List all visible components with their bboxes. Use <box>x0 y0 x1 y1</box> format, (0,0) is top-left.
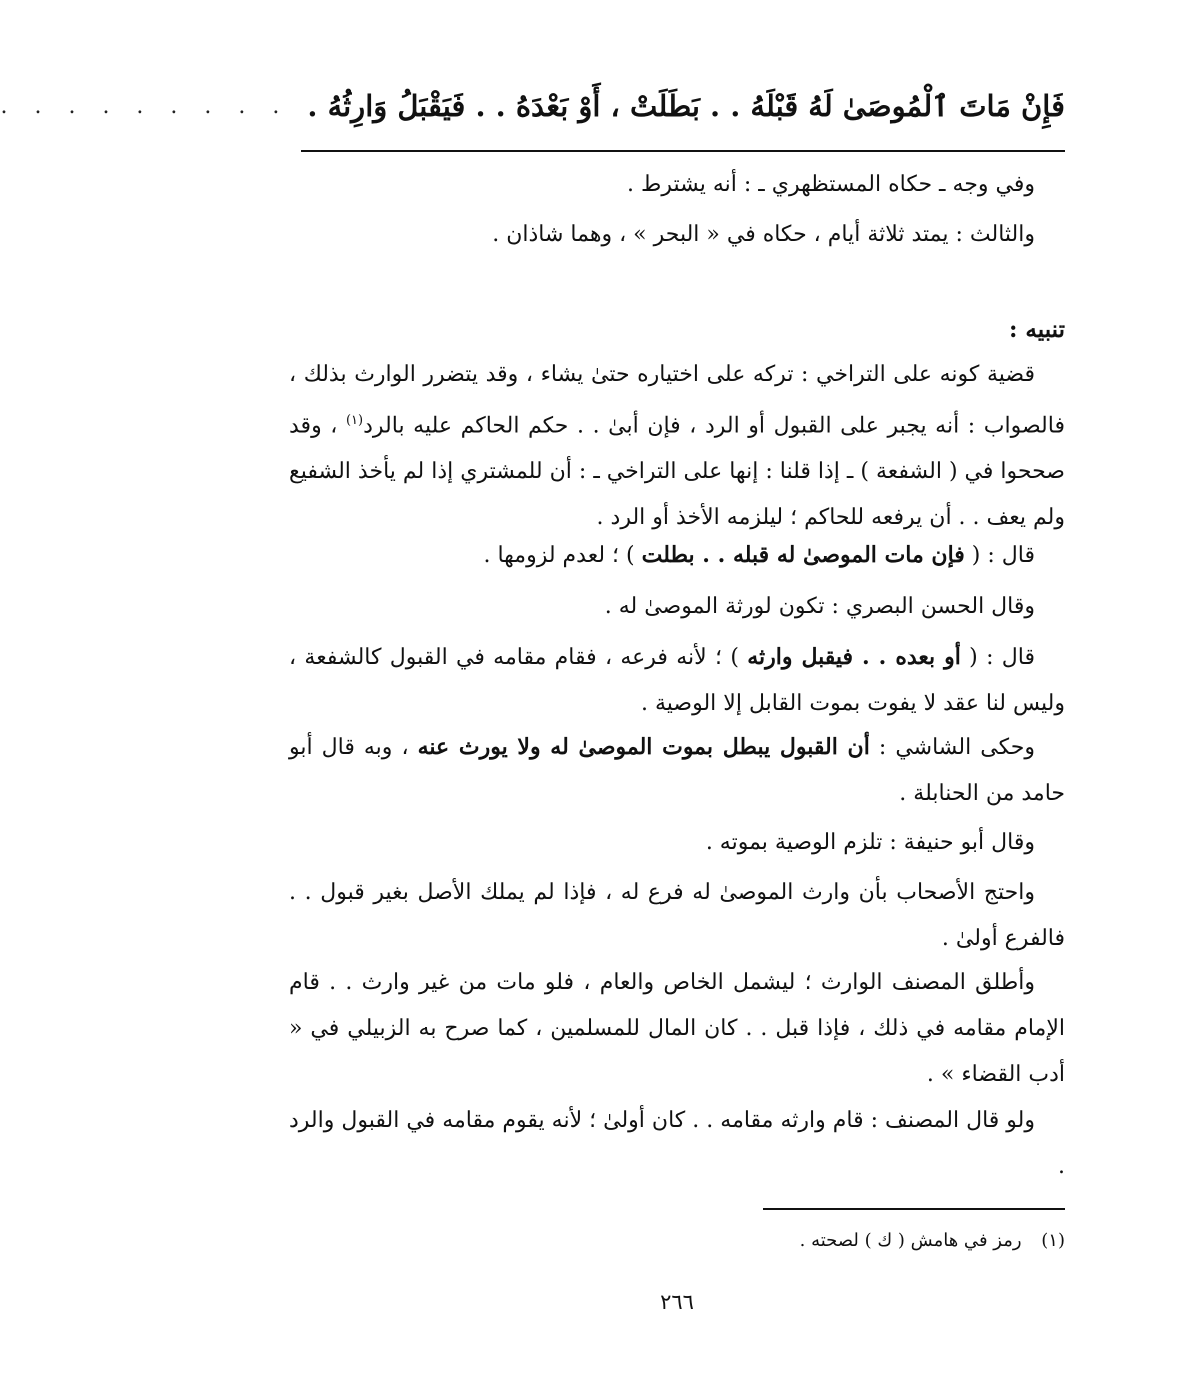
header-matn: فَإِنْ مَاتَ ٱلْمُوصَىٰ لَهُ قَبْلَهُ . . بَطَلَتْ ، أَوْ بَعْدَهُ . . فَيَقْبَلُ وَارِثُهُ . <box>307 89 1065 123</box>
footnote <box>289 1226 1065 1256</box>
paragraph-6: وقال أبو حنيفة : تلزم الوصية بموته . <box>705 830 1035 855</box>
paragraph-1-text: قضية كونه على التراخي : تركه على اختياره حتىٰ يشاء ، وقد يتضرر الوارث بذلك ، فالصواب : أنه يجبر على القبول أو الرد ، فإن أبىٰ . . حكم الحاكم عليه بالرد <box>289 362 1065 439</box>
paragraph-5 <box>289 724 1065 817</box>
paragraph-1-rest: ، وقد صححوا في ( الشفعة ) ـ إذا قلنا : إنها على التراخي ـ : أن للمشتري إذا لم يأخذ الشفيع ولم يعف . . أن يرفعه للحاكم ؛ ليلزمه الأخذ أو الرد . <box>289 413 1065 531</box>
footnote-text: رمز في هامش ( ك ) لصحته . <box>799 1230 1022 1251</box>
page-number: ٢٦٦ <box>660 1290 694 1314</box>
header-dots: . . . . . . . . . <box>0 93 290 119</box>
footnote-rule <box>763 1208 1065 1210</box>
footnote-number: (١) <box>1041 1230 1065 1251</box>
paragraph-8: وأطلق المصنف الوارث ؛ ليشمل الخاص والعام ، فلو مات من غير وارث . . قام الإمام مقامه في ذلك ، فإذا قبل . . كان المال للمسلمين ، كما صرح به الزبيلي في « أدب القضاء » . <box>289 970 1065 1087</box>
paragraph-4-pre: قال : ( <box>960 645 1035 670</box>
paragraph-3: وقال الحسن البصري : تكون لورثة الموصىٰ له . <box>604 594 1035 619</box>
paragraph-4-matn: أو بعده . . فيقبل وارثه <box>747 644 961 670</box>
paragraph-2-post: ) ؛ لعدم لزومها . <box>483 543 642 568</box>
paragraph-5-post: ، وبه قال أبو حامد من الحنابلة . <box>289 735 1065 806</box>
body-line-2: والثالث : يمتد ثلاثة أيام ، حكاه في « البحر » ، وهما شاذان . <box>492 222 1035 247</box>
header-rule <box>301 150 1065 152</box>
paragraph-4-post: ) ؛ لأنه فرعه ، فقام مقامه في القبول كالشفعة ، وليس لنا عقد لا يفوت بموت القابل إلا الوصية . <box>289 645 1065 716</box>
body-line-1: وفي وجه ـ حكاه المستظهري ـ : أنه يشترط . <box>627 172 1035 197</box>
running-header <box>0 78 1065 134</box>
paragraph-9: ولو قال المصنف : قام وارثه مقامه . . كان أولىٰ ؛ لأنه يقوم مقامه في القبول والرد . <box>289 1108 1065 1179</box>
paragraph-2-pre: قال : ( <box>964 543 1035 568</box>
paragraph-1 <box>289 352 1065 541</box>
paragraph-7: واحتج الأصحاب بأن وارث الموصىٰ له فرع له ، فإذا لم يملك الأصل بغير قبول . . فالفرع أولىٰ . <box>289 880 1065 951</box>
paragraph-4 <box>289 634 1065 727</box>
footnote-ref: (١) <box>345 413 364 428</box>
paragraph-2 <box>289 532 1065 579</box>
section-heading: تنبيه : <box>1008 316 1065 343</box>
paragraph-5-bold: أن القبول يبطل بموت الموصىٰ له ولا يورث عنه <box>417 734 870 760</box>
paragraph-2-matn: فإن مات الموصىٰ له قبله . . بطلت <box>641 542 965 568</box>
paragraph-5-pre: وحكى الشاشي : <box>869 735 1035 760</box>
